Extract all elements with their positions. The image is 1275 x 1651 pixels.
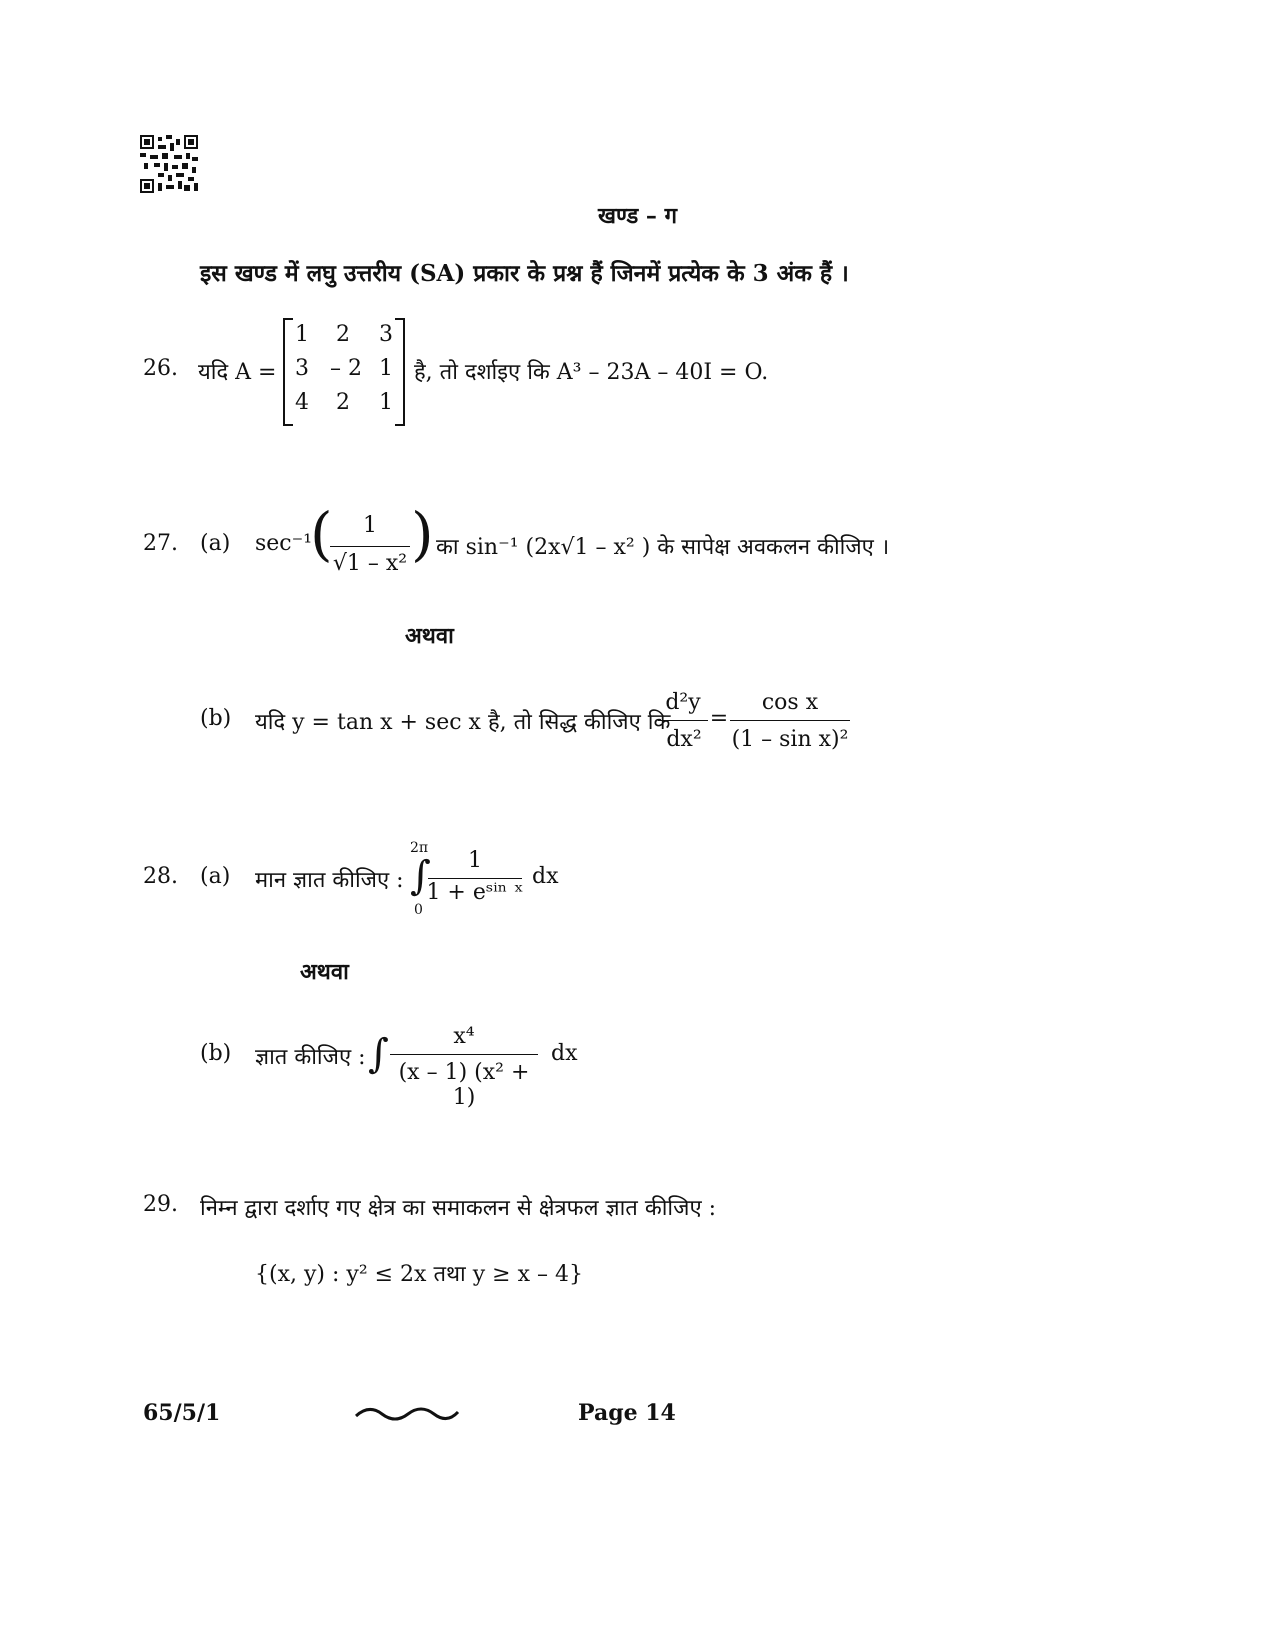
q27-a-label: (a)	[200, 531, 231, 556]
question-number-26: 26.	[143, 356, 178, 381]
right-paren: )	[411, 500, 434, 568]
equals-sign: =	[709, 706, 729, 731]
q27-a-text: का sin⁻¹ (2x√1 – x² ) के सापेक्ष अवकलन कीजिए ।	[436, 535, 890, 560]
integral-upper-limit: 2π	[410, 840, 429, 856]
fraction-bar	[730, 720, 850, 721]
page-number: Page 14	[578, 1400, 676, 1426]
matrix-cell: 1	[379, 356, 393, 381]
fraction-bar	[390, 1054, 538, 1055]
q26-prefix: यदि A =	[198, 360, 277, 385]
or-label: अथवा	[300, 959, 349, 985]
q28-b-denominator: (x – 1) (x² + 1)	[398, 1060, 530, 1110]
q28-a-text: मान ज्ञात कीजिए :	[255, 868, 404, 893]
fraction-bar	[428, 878, 522, 879]
question-number-29: 29.	[143, 1192, 178, 1217]
paper-code: 65/5/1	[143, 1400, 221, 1426]
q26-matrix	[283, 318, 405, 426]
q27-a-denominator: √1 – x²	[332, 551, 408, 576]
q28-b-label: (b)	[200, 1041, 232, 1066]
matrix-cell: 4	[295, 390, 309, 415]
q28-a-denominator: 1 + eˢⁱⁿ ˣ	[426, 880, 524, 905]
matrix-cell: 2	[336, 390, 350, 415]
question-number-28: 28.	[143, 864, 178, 889]
matrix-cell: 3	[295, 356, 309, 381]
matrix-cell: – 2	[330, 356, 362, 381]
integral-lower-limit: 0	[414, 902, 423, 918]
matrix-cell: 2	[336, 322, 350, 347]
fraction-bar	[330, 546, 410, 547]
q27-a-numerator: 1	[363, 513, 377, 538]
integral-sign: ∫	[410, 853, 431, 899]
q29-set: {(x, y) : y² ≤ 2x तथा y ≥ x – 4}	[255, 1262, 583, 1287]
matrix-cell: 1	[295, 322, 309, 347]
or-label: अथवा	[405, 623, 454, 649]
matrix-cell: 3	[379, 322, 393, 347]
q28-a-dx: dx	[532, 864, 559, 889]
q28-b-numerator: x⁴	[453, 1024, 475, 1049]
matrix-cell: 1	[379, 390, 393, 415]
left-paren: (	[310, 500, 333, 568]
integral-sign: ∫	[368, 1031, 389, 1077]
q27-a-sec: sec⁻¹	[255, 531, 313, 556]
q28-b-text: ज्ञात कीजिए :	[255, 1045, 366, 1070]
q27-b-rhs-numerator: cos x	[761, 690, 819, 715]
question-number-27: 27.	[143, 531, 178, 556]
wave-ornament-icon	[354, 1404, 460, 1424]
q28-a-numerator: 1	[468, 848, 482, 873]
q27-b-lhs-numerator: d²y	[665, 690, 701, 715]
q28-a-label: (a)	[200, 864, 231, 889]
q27-b-text: यदि y = tan x + sec x है, तो सिद्ध कीजिए कि	[255, 710, 671, 735]
q27-b-label: (b)	[200, 706, 232, 731]
q29-text: निम्न द्वारा दर्शाए गए क्षेत्र का समाकलन से क्षेत्रफल ज्ञात कीजिए :	[200, 1196, 717, 1221]
section-instruction: इस खण्ड में लघु उत्तरीय (SA) प्रकार के प्रश्न हैं जिनमें प्रत्येक के 3 अंक हैं ।	[200, 260, 849, 287]
qr-code-icon	[140, 135, 198, 193]
q27-b-lhs-denominator: dx²	[666, 727, 702, 752]
q28-b-dx: dx	[551, 1041, 578, 1066]
q26-suffix: है, तो दर्शाइए कि A³ – 23A – 40I = O.	[414, 360, 769, 385]
section-title: खण्ड – ग	[598, 203, 677, 229]
fraction-bar	[658, 720, 708, 721]
q27-b-rhs-denominator: (1 – sin x)²	[731, 727, 849, 752]
